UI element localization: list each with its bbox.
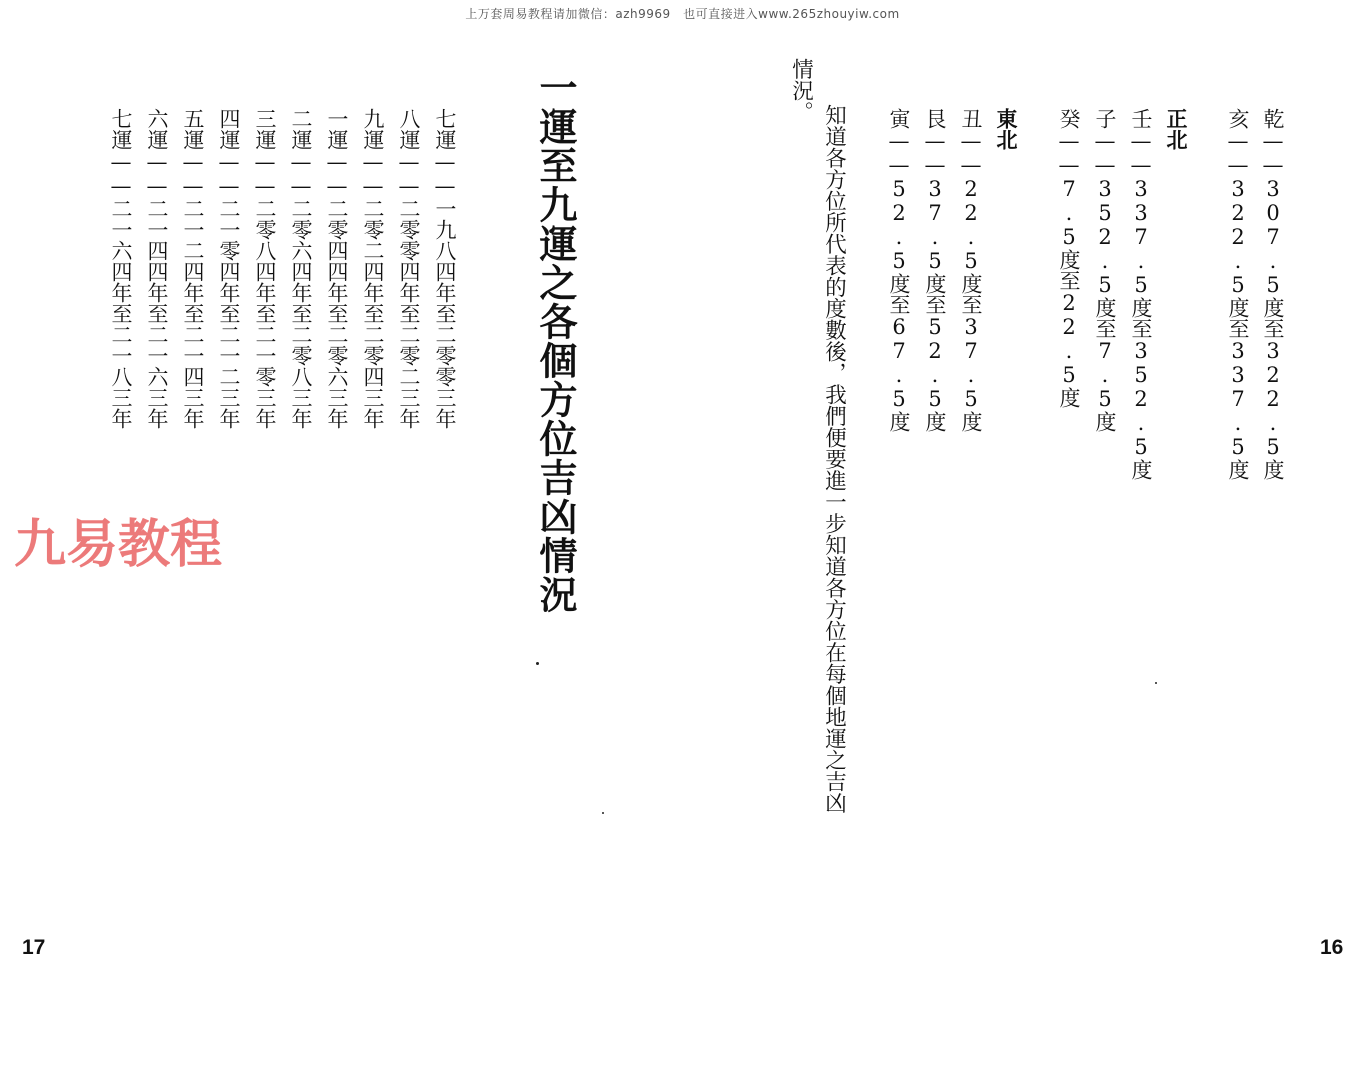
right-line-10: 寅——52.5度至67.5度	[887, 108, 911, 432]
right-paragraph-line1: 知道各方位所代表的度數後，我們便要進一步知道各方位在每個地運之吉凶	[821, 104, 847, 814]
left-line-10: 七運——二一六四年至二一八三年	[109, 108, 133, 429]
right-line-6: 癸——7.5度至22.5度	[1057, 108, 1081, 408]
left-line-7: 四運——二一零四年至二一二三年	[217, 108, 241, 429]
right-heading-north: 正北	[1164, 108, 1189, 150]
right-line-8: 丑——22.5度至37.5度	[959, 108, 983, 432]
speck	[602, 812, 604, 814]
left-line-2: 八運——二零零四年至二零二三年	[397, 108, 421, 429]
left-line-6: 三運——二零八四年至二一零三年	[253, 108, 277, 429]
page-number-left: 17	[22, 936, 46, 959]
banner-text: 上万套周易教程请加微信：azh9969 也可直接进入www.265zhouyiw.com	[465, 7, 900, 21]
left-line-9: 六運——二一四四年至二一六三年	[145, 108, 169, 429]
speck	[1155, 682, 1157, 684]
right-line-1: 乾——307.5度至322.5度	[1261, 108, 1285, 480]
left-line-8: 五運——二一二四年至二一四三年	[181, 108, 205, 429]
watermark-logo: 九易教程	[14, 515, 223, 575]
right-paragraph-line2: 情況。	[788, 58, 814, 123]
page-title: 一運至九運之各個方位吉凶情況	[533, 68, 578, 614]
left-line-5: 二運——二零六四年至二零八三年	[289, 108, 313, 429]
right-heading-northeast: 東北	[994, 108, 1019, 150]
right-line-2: 亥——322.5度至337.5度	[1226, 108, 1250, 480]
left-line-4: 一運——二零四四年至二零六三年	[325, 108, 349, 429]
left-line-1: 七運——一九八四年至二零零三年	[433, 108, 457, 429]
page-number-right: 16	[1320, 936, 1344, 959]
right-line-5: 子——352.5度至7.5度	[1093, 108, 1117, 432]
speck	[536, 662, 539, 665]
right-line-4: 壬——337.5度至352.5度	[1129, 108, 1153, 480]
left-line-3: 九運——二零二四年至二零四三年	[361, 108, 385, 429]
right-line-9: 艮——37.5度至52.5度	[923, 108, 947, 432]
